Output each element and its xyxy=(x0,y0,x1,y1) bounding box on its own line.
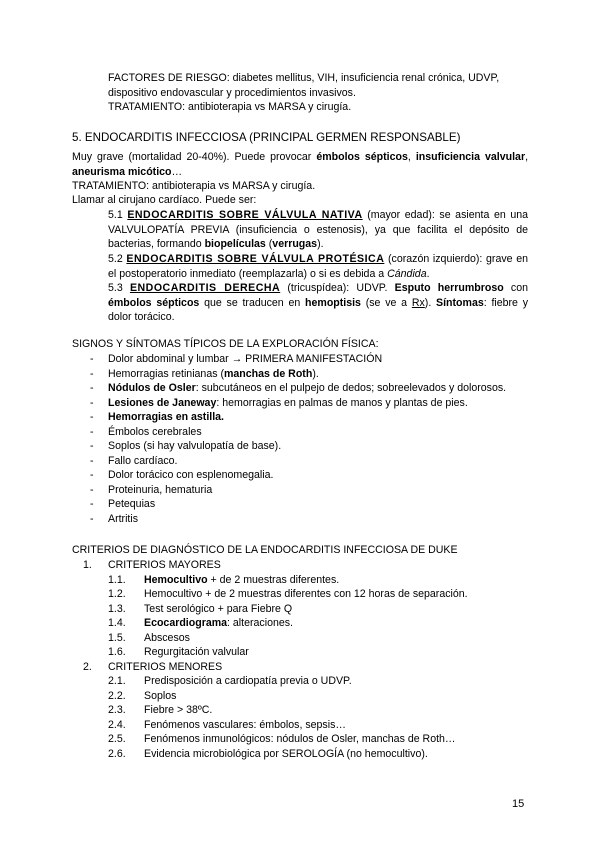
list-item: Predisposición a cardiopatía previa o UDVP. xyxy=(144,675,352,687)
list-item: Hemocultivo + de 2 muestras diferentes con 12 horas de separación. xyxy=(144,588,468,600)
duke-criteria xyxy=(0,558,600,768)
list-number: 1.2. xyxy=(108,588,126,600)
list-item: - Nódulos de Osler: subcutáneos en el pulpejo de dedos; sobreelevados y dolorosos. xyxy=(108,381,538,396)
list-item: - Hemorragias en astilla. xyxy=(108,410,538,425)
list-item: Fiebre > 38ºC. xyxy=(144,704,213,716)
list-number: 1.1. xyxy=(108,573,126,586)
list-item: - Fallo cardíaco. xyxy=(108,454,538,469)
list-item: - Lesiones de Janeway: hemorragias en palmas de manos y plantas de pies. xyxy=(108,396,538,411)
list-item: - Soplos (si hay valvulopatía de base). xyxy=(108,439,538,454)
list-number: 1.3. xyxy=(108,602,126,615)
list-item: Ecocardiograma: alteraciones. xyxy=(144,617,293,629)
list-number: 2.5. xyxy=(108,733,126,745)
list-item: Fenómenos inmunológicos: nódulos de Osler, manchas de Roth… xyxy=(144,733,456,745)
treatment-line: TRATAMIENTO: antibioterapia vs MARSA y cirugía. xyxy=(108,101,352,113)
surgeon-line: Llamar al cirujano cardíaco. Puede ser: xyxy=(72,194,257,206)
list-item: - Petequias xyxy=(108,497,538,512)
signs-heading: SIGNOS Y SÍNTOMAS TÍPICOS DE LA EXPLORACIÓN FÍSICA: xyxy=(72,338,379,350)
signs-list xyxy=(108,352,538,526)
list-number: 2.1. xyxy=(108,675,126,687)
list-number: 1.4. xyxy=(108,617,126,629)
risk-factors-line: FACTORES DE RIESGO: diabetes mellitus, VIH, insuficiencia renal crónica, UDVP, xyxy=(108,72,500,84)
list-item: - Émbolos cerebrales xyxy=(108,425,538,440)
list-item: - Proteinuria, hematuria xyxy=(108,483,538,498)
list-number: 2. xyxy=(83,660,92,673)
major-criteria-title: CRITERIOS MAYORES xyxy=(108,559,221,571)
list-number: 2.4. xyxy=(108,718,126,731)
subsection-right-endocarditis: 5.3 ENDOCARDITIS DERECHA (tricuspídea): UDVP. Esputo herrumbroso con émbolos sépticos que se traducen en hemoptisis (se ve a Rx). Síntomas: fiebre y dolor torácico. xyxy=(108,282,529,323)
list-item: - Artritis xyxy=(108,512,538,527)
list-number: 2.6. xyxy=(108,747,126,760)
list-item: Soplos xyxy=(144,689,177,702)
list-number: 1. xyxy=(83,559,92,571)
list-item: Hemocultivo + de 2 muestras diferentes. xyxy=(144,573,340,586)
list-number: 1.5. xyxy=(108,631,126,644)
list-number: 2.2. xyxy=(108,689,126,702)
page-number: 15 xyxy=(512,798,525,810)
treatment-line: TRATAMIENTO: antibioterapia vs MARSA y cirugía. xyxy=(72,180,316,192)
subsection-native-valve: 5.1 ENDOCARDITIS SOBRE VÁLVULA NATIVA (mayor edad): se asienta en una VALVULOPATÍA PREVIA (insuficiencia o estenosis), ya que facilita el depósito de bacterias, formando biopelículas (verrugas). xyxy=(108,209,528,250)
list-number: 2.3. xyxy=(108,704,126,716)
list-item: - Dolor torácico con esplenomegalia. xyxy=(108,468,538,483)
list-item: Test serológico + para Fiebre Q xyxy=(144,602,293,615)
list-item: Regurgitación valvular xyxy=(144,646,249,658)
section-heading: 5. ENDOCARDITIS INFECCIOSA (PRINCIPAL GERMEN RESPONSABLE) xyxy=(72,131,461,144)
list-item: - Dolor abdominal y lumbar → PRIMERA MANIFESTACIÓN xyxy=(108,352,538,367)
list-item: Evidencia microbiológica por SEROLOGÍA (no hemocultivo). xyxy=(144,747,428,760)
minor-criteria-title: CRITERIOS MENORES xyxy=(108,660,223,673)
subsection-prosthetic-valve: 5.2 ENDOCARDITIS SOBRE VÁLVULA PROTÉSICA (corazón izquierdo): grave en el postoperatorio inmediato (reemplazarla) o si es debida a Cándida. xyxy=(108,253,528,280)
list-item: Abscesos xyxy=(144,631,190,644)
risk-factors-block xyxy=(108,71,528,115)
risk-factors-line: dispositivo endovascular y procedimientos invasivos. xyxy=(108,86,356,99)
list-item: - Hemorragias retinianas (manchas de Roth). xyxy=(108,367,538,382)
duke-heading: CRITERIOS DE DIAGNÓSTICO DE LA ENDOCARDITIS INFECCIOSA DE DUKE xyxy=(72,544,458,556)
list-number: 1.6. xyxy=(108,646,126,658)
list-item: Fenómenos vasculares: émbolos, sepsis… xyxy=(144,718,346,731)
section-intro-paragraph: Muy grave (mortalidad 20-40%). Puede provocar émbolos sépticos, insuficiencia valvular, aneurisma micótico… xyxy=(72,151,529,178)
